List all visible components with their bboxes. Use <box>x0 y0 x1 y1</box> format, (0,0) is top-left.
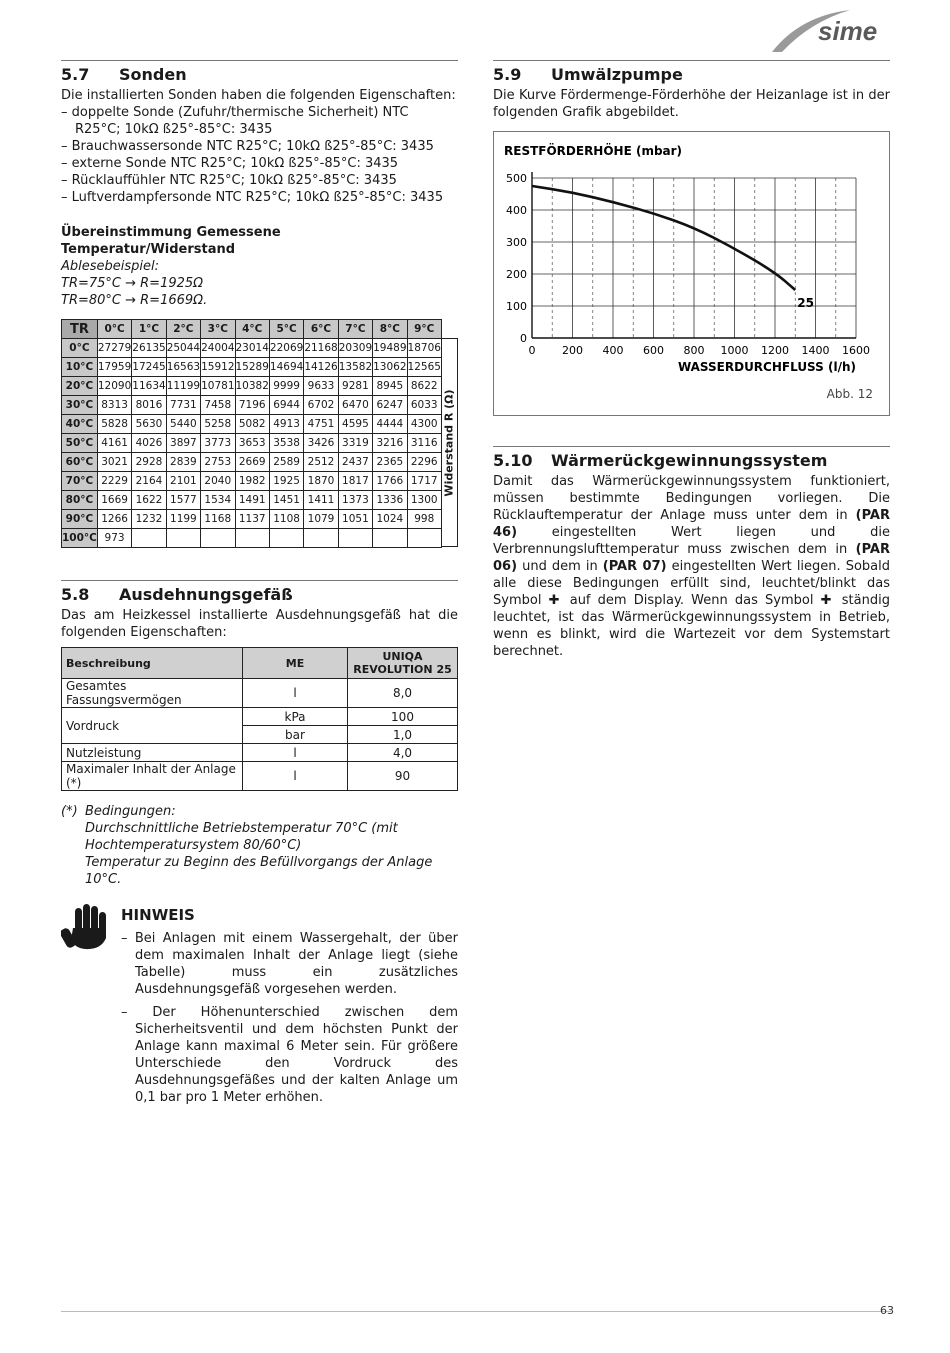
table-cell: 19489 <box>373 339 407 358</box>
table-cell: 8622 <box>407 377 441 396</box>
table-cell: 18706 <box>407 339 441 358</box>
table-cell <box>373 529 407 548</box>
series-label: 25 <box>797 296 814 310</box>
table-cell: 24004 <box>201 339 235 358</box>
x-tick-label: 200 <box>562 344 583 357</box>
list-item: – Der Höhenunterschied zwischen dem Sicherheitsventil und dem höchsten Punkt der Anlage kann maximal 6 Meter sein. Für größere Unterschiede den Vordruck des Ausdehnungsgefäßes und der kalten Anlage um 0,1 bar pro 1 Meter erhöhen. <box>121 1005 458 1105</box>
x-tick-label: 1600 <box>842 344 870 357</box>
x-tick-label: 1200 <box>761 344 789 357</box>
table-cell: 6944 <box>269 396 303 415</box>
table-cell: 2164 <box>132 472 166 491</box>
x-axis-label: WASSERDURCHFLUSS (l/h) <box>677 360 856 374</box>
recovery-text: Damit das Wärmerückgewinnungssystem funktioniert, müssen bestimmte Bedingungen vorliegen. Die Rücklauftemperatur der Anlage muss unter dem in (PAR 46) eingestellten Wert liegen und die Verbrennungslufttemperatur muss zwischen dem in (PAR 06) und dem in (PAR 07) eingestellten Wert liegen. Sobald alle diese Bedingungen erfüllt sind, leuchtet/blinkt das Symbol ✚ auf dem Display. Wenn das Symbol ✚ ständig leuchtet, ist das Wärmerückgewinnungssystem in Betrieb, wenn es blinkt, wird die Wartezeit vor dem Systemstart berechnet. <box>493 474 890 659</box>
plus-symbol-icon: ✚ <box>548 593 563 608</box>
example-line: TR=75°C → R=1925Ω <box>61 276 204 291</box>
x-tick-label: 800 <box>683 344 705 357</box>
table-cell: 1024 <box>373 510 407 529</box>
col-header: 4°C <box>235 320 269 339</box>
y-tick-label: 0 <box>520 332 527 345</box>
col-header: Beschreibung <box>62 648 243 679</box>
table-row <box>62 358 442 377</box>
table-row <box>62 510 442 529</box>
table-cell: 13582 <box>338 358 372 377</box>
col-header: 3°C <box>201 320 235 339</box>
example-line: TR=80°C → R=1669Ω. <box>61 293 208 308</box>
row-header: 10°C <box>62 358 98 377</box>
hand-stop-icon <box>61 902 121 1106</box>
row-header: 30°C <box>62 396 98 415</box>
row-header: 100°C <box>62 529 98 548</box>
left-column <box>61 60 458 1106</box>
table-cell <box>304 529 338 548</box>
section-rule <box>61 580 458 581</box>
section-rule <box>493 446 890 447</box>
table-cell: 2669 <box>235 453 269 472</box>
table-cell: 1491 <box>235 491 269 510</box>
table-cell: 1669 <box>97 491 131 510</box>
table-row <box>62 377 442 396</box>
hinweis-box <box>61 902 458 1106</box>
table-cell: 1534 <box>201 491 235 510</box>
col-header: UNIQA REVOLUTION 25 <box>348 648 458 679</box>
col-header: 1°C <box>132 320 166 339</box>
hinweis-list <box>121 930 458 1106</box>
table-row: bar 1,0 <box>62 726 458 744</box>
table-cell: 1108 <box>269 510 303 529</box>
table-row <box>62 491 442 510</box>
table-cell: 1411 <box>304 491 338 510</box>
table-row <box>62 415 442 434</box>
table-cell: 2753 <box>201 453 235 472</box>
table-cell: 8313 <box>97 396 131 415</box>
sensors-list <box>61 104 458 206</box>
x-tick-label: 400 <box>602 344 624 357</box>
par-ref: (PAR 07) <box>602 559 667 574</box>
table-cell: 3773 <box>201 434 235 453</box>
plus-symbol-icon: ✚ <box>820 593 835 608</box>
col-header: 7°C <box>338 320 372 339</box>
table-cell: 2839 <box>166 453 200 472</box>
table-cell: 4444 <box>373 415 407 434</box>
vessel-table <box>61 647 458 791</box>
table-cell: 6033 <box>407 396 441 415</box>
col-header: 5°C <box>269 320 303 339</box>
table-cell: 1232 <box>132 510 166 529</box>
table-cell: 23014 <box>235 339 269 358</box>
table-cell: 5258 <box>201 415 235 434</box>
x-tick-label: 600 <box>643 344 664 357</box>
y-tick-label: 200 <box>506 268 527 281</box>
table-cell: 3021 <box>97 453 131 472</box>
table-cell: 5440 <box>166 415 200 434</box>
table-cell: 1336 <box>373 491 407 510</box>
side-label-cell <box>442 338 458 547</box>
table-cell: 4913 <box>269 415 303 434</box>
example-label: Ablesebeispiel: <box>61 259 160 274</box>
list-item: – Rücklauffühler NTC R25°C; 10kΩ ß25°-85°C: 3435 <box>61 173 397 188</box>
table-cell: 1079 <box>304 510 338 529</box>
footnote: (*) Bedingungen: Durchschnittliche Betriebstemperatur 70°C (mit Hochtemperatursystem 80/60°C) Temperatur zu Beginn des Befüllvorgangs der Anlage 10°C. <box>61 804 433 887</box>
table-cell: 16563 <box>166 358 200 377</box>
table-cell: 9281 <box>338 377 372 396</box>
x-tick-label: 1400 <box>801 344 830 357</box>
table-cell: 1870 <box>304 472 338 491</box>
hinweis-title: HINWEIS <box>121 906 195 924</box>
resistance-table <box>61 319 442 548</box>
table-cell: 1982 <box>235 472 269 491</box>
row-header: 0°C <box>62 339 98 358</box>
table-cell: 1451 <box>269 491 303 510</box>
list-item: – Bei Anlagen mit einem Wassergehalt, der über dem maximalen Inhalt der Anlage liegt (siehe Tabelle) muss ein zusätzliches Ausdehnungsgefäß vorgesehen werden. <box>121 931 458 997</box>
pump-intro: Die Kurve Fördermenge-Förderhöhe der Heizanlage ist in der folgenden Grafik abgebildet. <box>493 88 890 120</box>
table-cell: 12090 <box>97 377 131 396</box>
table-cell: 1300 <box>407 491 441 510</box>
table-cell: 1168 <box>201 510 235 529</box>
table-cell: 1051 <box>338 510 372 529</box>
table-cell: 21168 <box>304 339 338 358</box>
table-cell: 11199 <box>166 377 200 396</box>
table-cell <box>201 529 235 548</box>
row-header: 20°C <box>62 377 98 396</box>
footer-rule <box>61 1311 891 1312</box>
par-ref: (PAR 46) <box>493 508 890 540</box>
table-cell: 3538 <box>269 434 303 453</box>
table-cell: 1717 <box>407 472 441 491</box>
table-cell: 3897 <box>166 434 200 453</box>
table-cell: 3653 <box>235 434 269 453</box>
table-cell: 9633 <box>304 377 338 396</box>
section-heading-5-9: 5.9 Umwälzpumpe <box>493 65 683 84</box>
y-tick-label: 100 <box>506 300 527 313</box>
sime-logo <box>770 6 900 56</box>
table-cell: 1137 <box>235 510 269 529</box>
table-cell: 1817 <box>338 472 372 491</box>
pump-chart-box <box>493 131 890 416</box>
table-cell: 2928 <box>132 453 166 472</box>
pump-curve-chart <box>494 132 889 415</box>
table-cell: 6470 <box>338 396 372 415</box>
table-cell: 1266 <box>97 510 131 529</box>
table-cell: 4026 <box>132 434 166 453</box>
table-cell: 973 <box>97 529 131 548</box>
table-row: Vordruck kPa 100 <box>62 708 458 726</box>
y-tick-label: 300 <box>506 236 527 249</box>
table-cell: 8945 <box>373 377 407 396</box>
table-cell: 15289 <box>235 358 269 377</box>
table-cell: 5630 <box>132 415 166 434</box>
table-cell: 4161 <box>97 434 131 453</box>
par-ref: (PAR 06) <box>493 542 890 574</box>
table-corner: TR <box>62 320 98 339</box>
section-heading-5-8: 5.8 Ausdehnungsgefäß <box>61 585 293 604</box>
table-row: Nutzleistung l 4,0 <box>62 744 458 762</box>
table-cell <box>235 529 269 548</box>
table-cell: 20309 <box>338 339 372 358</box>
list-item: – Luftverdampfersonde NTC R25°C; 10kΩ ß25°-85°C: 3435 <box>61 190 444 205</box>
table-cell: 14126 <box>304 358 338 377</box>
table-cell: 2365 <box>373 453 407 472</box>
table-row <box>62 339 442 358</box>
table-cell <box>407 529 441 548</box>
table-cell: 5828 <box>97 415 131 434</box>
table-cell: 7458 <box>201 396 235 415</box>
figure-caption: Abb. 12 <box>826 387 873 401</box>
x-tick-label: 0 <box>528 344 536 357</box>
table-cell: 7731 <box>166 396 200 415</box>
table-cell: 5082 <box>235 415 269 434</box>
table-cell: 1622 <box>132 491 166 510</box>
table-row <box>62 453 442 472</box>
table-cell: 17245 <box>132 358 166 377</box>
table-cell: 25044 <box>166 339 200 358</box>
row-header: 50°C <box>62 434 98 453</box>
table-cell: 1373 <box>338 491 372 510</box>
col-header: ME <box>243 648 348 679</box>
table-cell: 6247 <box>373 396 407 415</box>
y-tick-label: 400 <box>506 204 527 217</box>
table-cell: 2101 <box>166 472 200 491</box>
col-header: 2°C <box>166 320 200 339</box>
sensors-intro: Die installierten Sonden haben die folgenden Eigenschaften: <box>61 88 456 103</box>
row-header: 70°C <box>62 472 98 491</box>
table-cell: 26135 <box>132 339 166 358</box>
table-row <box>62 529 442 548</box>
row-header: 90°C <box>62 510 98 529</box>
table-cell: 3426 <box>304 434 338 453</box>
table-cell <box>269 529 303 548</box>
table-cell: 10781 <box>201 377 235 396</box>
table-cell <box>166 529 200 548</box>
table-row <box>62 396 442 415</box>
right-column <box>493 60 890 660</box>
table-cell: 998 <box>407 510 441 529</box>
table-cell <box>338 529 372 548</box>
table-cell: 9999 <box>269 377 303 396</box>
list-item: – doppelte Sonde (Zufuhr/thermische Sicherheit) NTC R25°C; 10kΩ ß25°-85°C: 3435 <box>61 105 409 137</box>
row-header: 40°C <box>62 415 98 434</box>
table-cell: 8016 <box>132 396 166 415</box>
table-cell: 3319 <box>338 434 372 453</box>
col-header: 6°C <box>304 320 338 339</box>
table-cell: 11634 <box>132 377 166 396</box>
section-rule <box>61 60 458 61</box>
page-number: 63 <box>880 1304 894 1317</box>
section-heading-5-7: 5.7 Sonden <box>61 65 187 84</box>
col-header: 8°C <box>373 320 407 339</box>
table-cell: 1577 <box>166 491 200 510</box>
table-row: Gesamtes Fassungsvermögen l 8,0 <box>62 679 458 708</box>
table-cell: 3116 <box>407 434 441 453</box>
y-tick-label: 500 <box>506 172 527 185</box>
table-cell: 17959 <box>97 358 131 377</box>
side-label: Widerstand R (Ω) <box>442 388 456 497</box>
table-cell: 2229 <box>97 472 131 491</box>
table-cell: 6702 <box>304 396 338 415</box>
table-cell: 1199 <box>166 510 200 529</box>
table-cell: 4595 <box>338 415 372 434</box>
vessel-intro: Das am Heizkessel installierte Ausdehnungsgefäß hat die folgenden Eigenschaften: <box>61 608 458 640</box>
svg-text:sime: sime <box>818 16 878 46</box>
table-cell: 13062 <box>373 358 407 377</box>
x-tick-label: 1000 <box>720 344 749 357</box>
table-row: Maximaler Inhalt der Anlage (*) l 90 <box>62 762 458 791</box>
table-cell: 4300 <box>407 415 441 434</box>
table-cell: 12565 <box>407 358 441 377</box>
table-cell: 1925 <box>269 472 303 491</box>
row-header: 80°C <box>62 491 98 510</box>
table-cell: 2512 <box>304 453 338 472</box>
table-cell: 4751 <box>304 415 338 434</box>
resistance-table-wrap <box>61 319 458 548</box>
table-cell: 7196 <box>235 396 269 415</box>
section-heading-5-10: 5.10 Wärmerückgewinnungssystem <box>493 451 828 470</box>
table-row <box>62 472 442 491</box>
resistance-subheading: Übereinstimmung Gemessene Temperatur/Widerstand <box>61 225 281 257</box>
section-rule <box>493 60 890 61</box>
table-cell: 2296 <box>407 453 441 472</box>
table-cell: 2437 <box>338 453 372 472</box>
list-item: – externe Sonde NTC R25°C; 10kΩ ß25°-85°C: 3435 <box>61 156 399 171</box>
table-cell: 1766 <box>373 472 407 491</box>
table-cell: 2589 <box>269 453 303 472</box>
table-cell: 15912 <box>201 358 235 377</box>
table-cell: 14694 <box>269 358 303 377</box>
table-cell: 3216 <box>373 434 407 453</box>
table-row <box>62 434 442 453</box>
list-item: – Brauchwassersonde NTC R25°C; 10kΩ ß25°-85°C: 3435 <box>61 139 434 154</box>
y-axis-label: RESTFÖRDERHÖHE (mbar) <box>504 144 683 158</box>
table-cell: 10382 <box>235 377 269 396</box>
table-cell: 27279 <box>97 339 131 358</box>
table-cell: 22069 <box>269 339 303 358</box>
col-header: 9°C <box>407 320 441 339</box>
table-cell: 2040 <box>201 472 235 491</box>
row-header: 60°C <box>62 453 98 472</box>
table-cell <box>132 529 166 548</box>
col-header: 0°C <box>97 320 131 339</box>
